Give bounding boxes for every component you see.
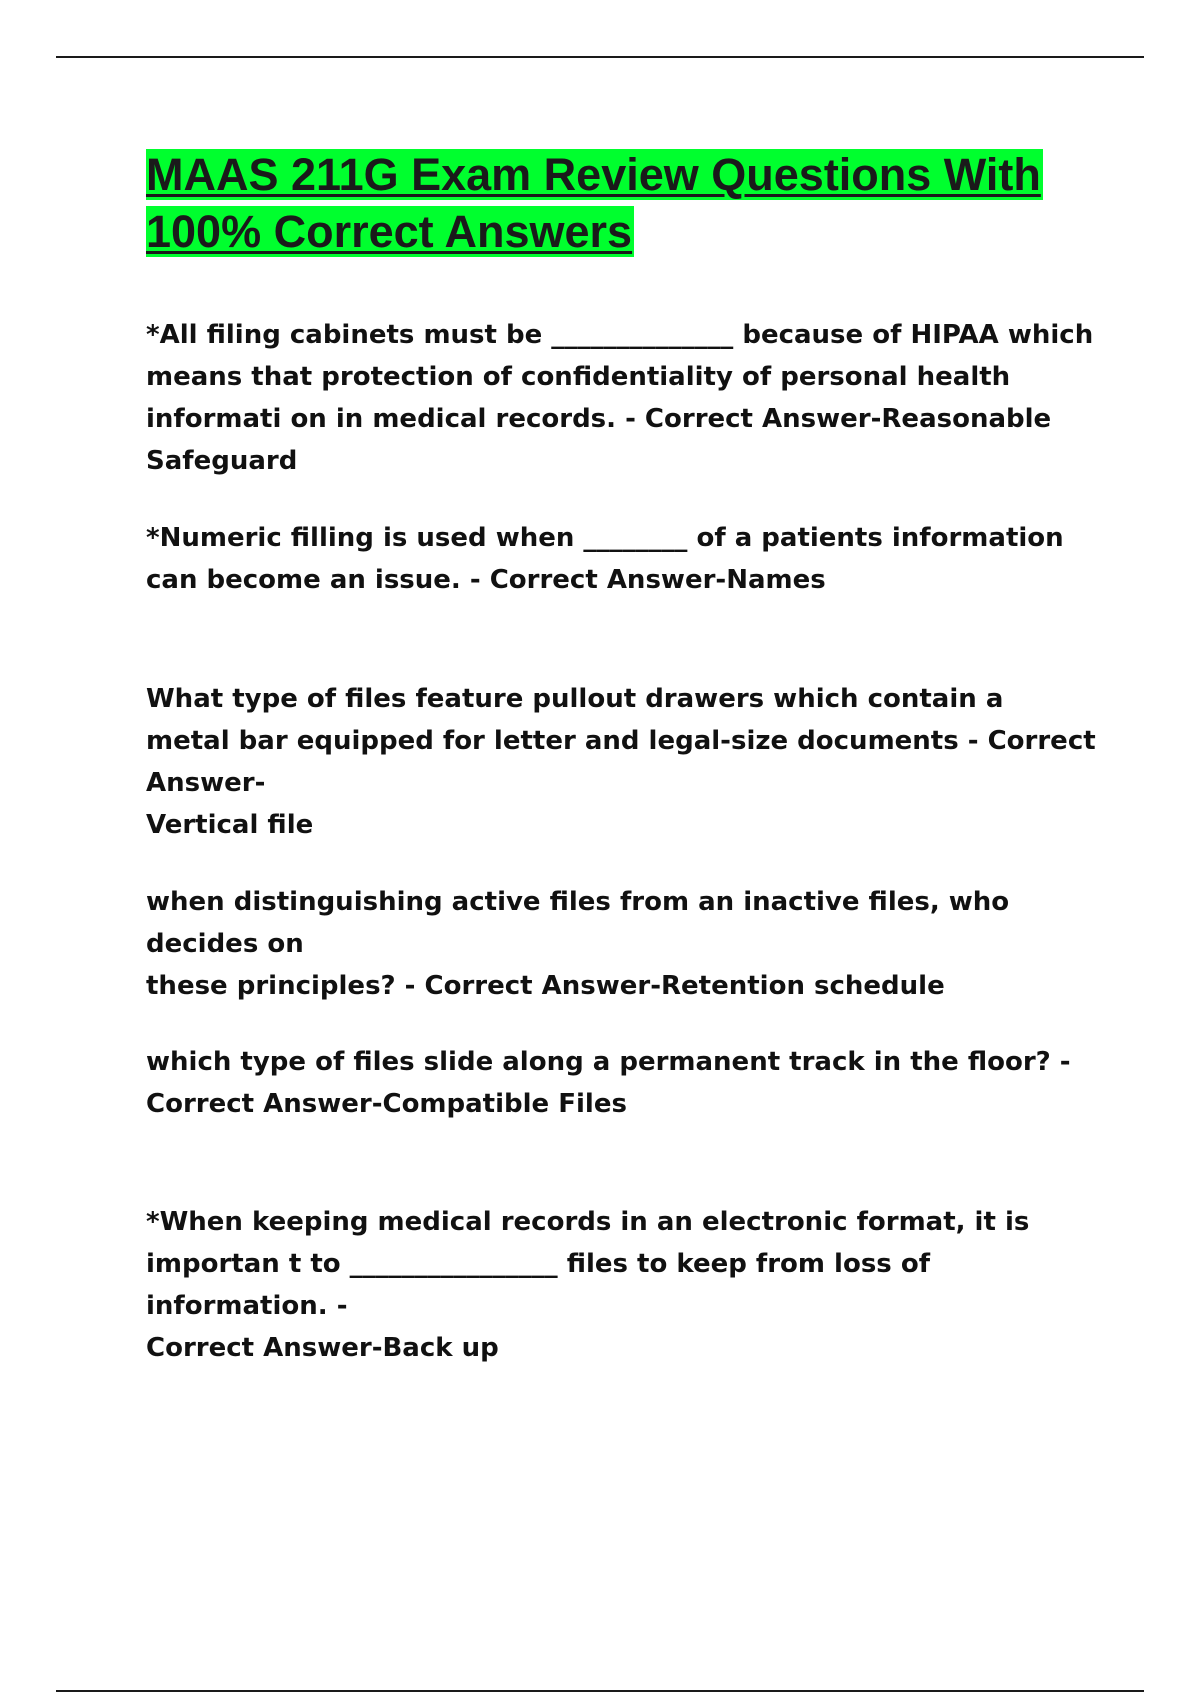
question-item: *Numeric filling is used when ________ of a patients information can become an issue. - Correct Answer-Names (146, 523, 1064, 595)
bottom-rule (56, 1690, 1144, 1692)
question-item: What type of files feature pullout drawers which contain a metal bar equipped for letter and legal-size documents - Correct Answer- Vertical file (146, 684, 1096, 840)
question-item: when distinguishing active files from an inactive files, who decides on these principles? - Correct Answer-Retention schedule (146, 887, 1010, 1001)
question-item: which type of files slide along a permanent track in the floor? - Correct Answer-Compatible Files (146, 1047, 1071, 1119)
document-title (146, 146, 1046, 260)
question-item: *When keeping medical records in an electronic format, it is importan t to ________________ files to keep from loss of information. - Correct Answer-Back up (146, 1207, 1030, 1363)
title-highlight: MAAS 211G Exam Review Questions With 100% Correct Answers (146, 149, 1041, 257)
top-rule (56, 56, 1144, 58)
question-item: *All filing cabinets must be ______________ because of HIPAA which means that protection of confidentiality of personal health informati on in medical records. - Correct Answer-Reasonable Safeguard (146, 320, 1094, 476)
